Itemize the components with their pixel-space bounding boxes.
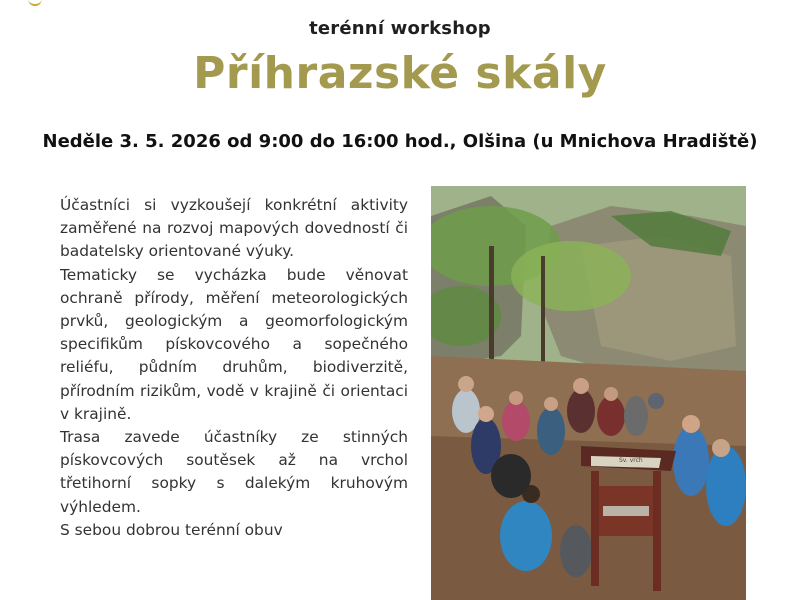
event-type-label: terénní workshop — [309, 18, 491, 39]
description-paragraph: Účastníci si vyzkoušejí konkrétní aktivity zaměřené na rozvoj mapových dovedností či badatelsky orientované výuky. — [60, 196, 408, 261]
event-date-location: Neděle 3. 5. 2026 od 9:00 do 16:00 hod., Olšina (u Mnichova Hradiště) — [42, 131, 758, 152]
photo-illustration — [431, 186, 746, 600]
event-description — [60, 194, 408, 542]
board-sign-label: Sv. vrch — [619, 457, 643, 464]
event-title: Příhrazské skály — [193, 48, 607, 99]
description-paragraph: Trasa zavede účastníky ze stinných pískovcových soutěsek až na vrchol třetihorní sopky s dalekým kruhovým výhledem. — [60, 428, 408, 516]
corner-decoration — [28, 0, 42, 6]
workshop-photo — [431, 186, 746, 600]
description-paragraph: S sebou dobrou terénní obuv — [60, 520, 283, 539]
description-paragraph: Tematicky se vycházka bude věnovat ochraně přírody, měření meteorologických prvků, geologickým a geomorfologickým specifikům pískovcového a sopečného reliéfu, půdním druhům, biodiverzitě, přírodním rizikům, vodě v krajině či orientaci v krajině. — [60, 265, 408, 423]
